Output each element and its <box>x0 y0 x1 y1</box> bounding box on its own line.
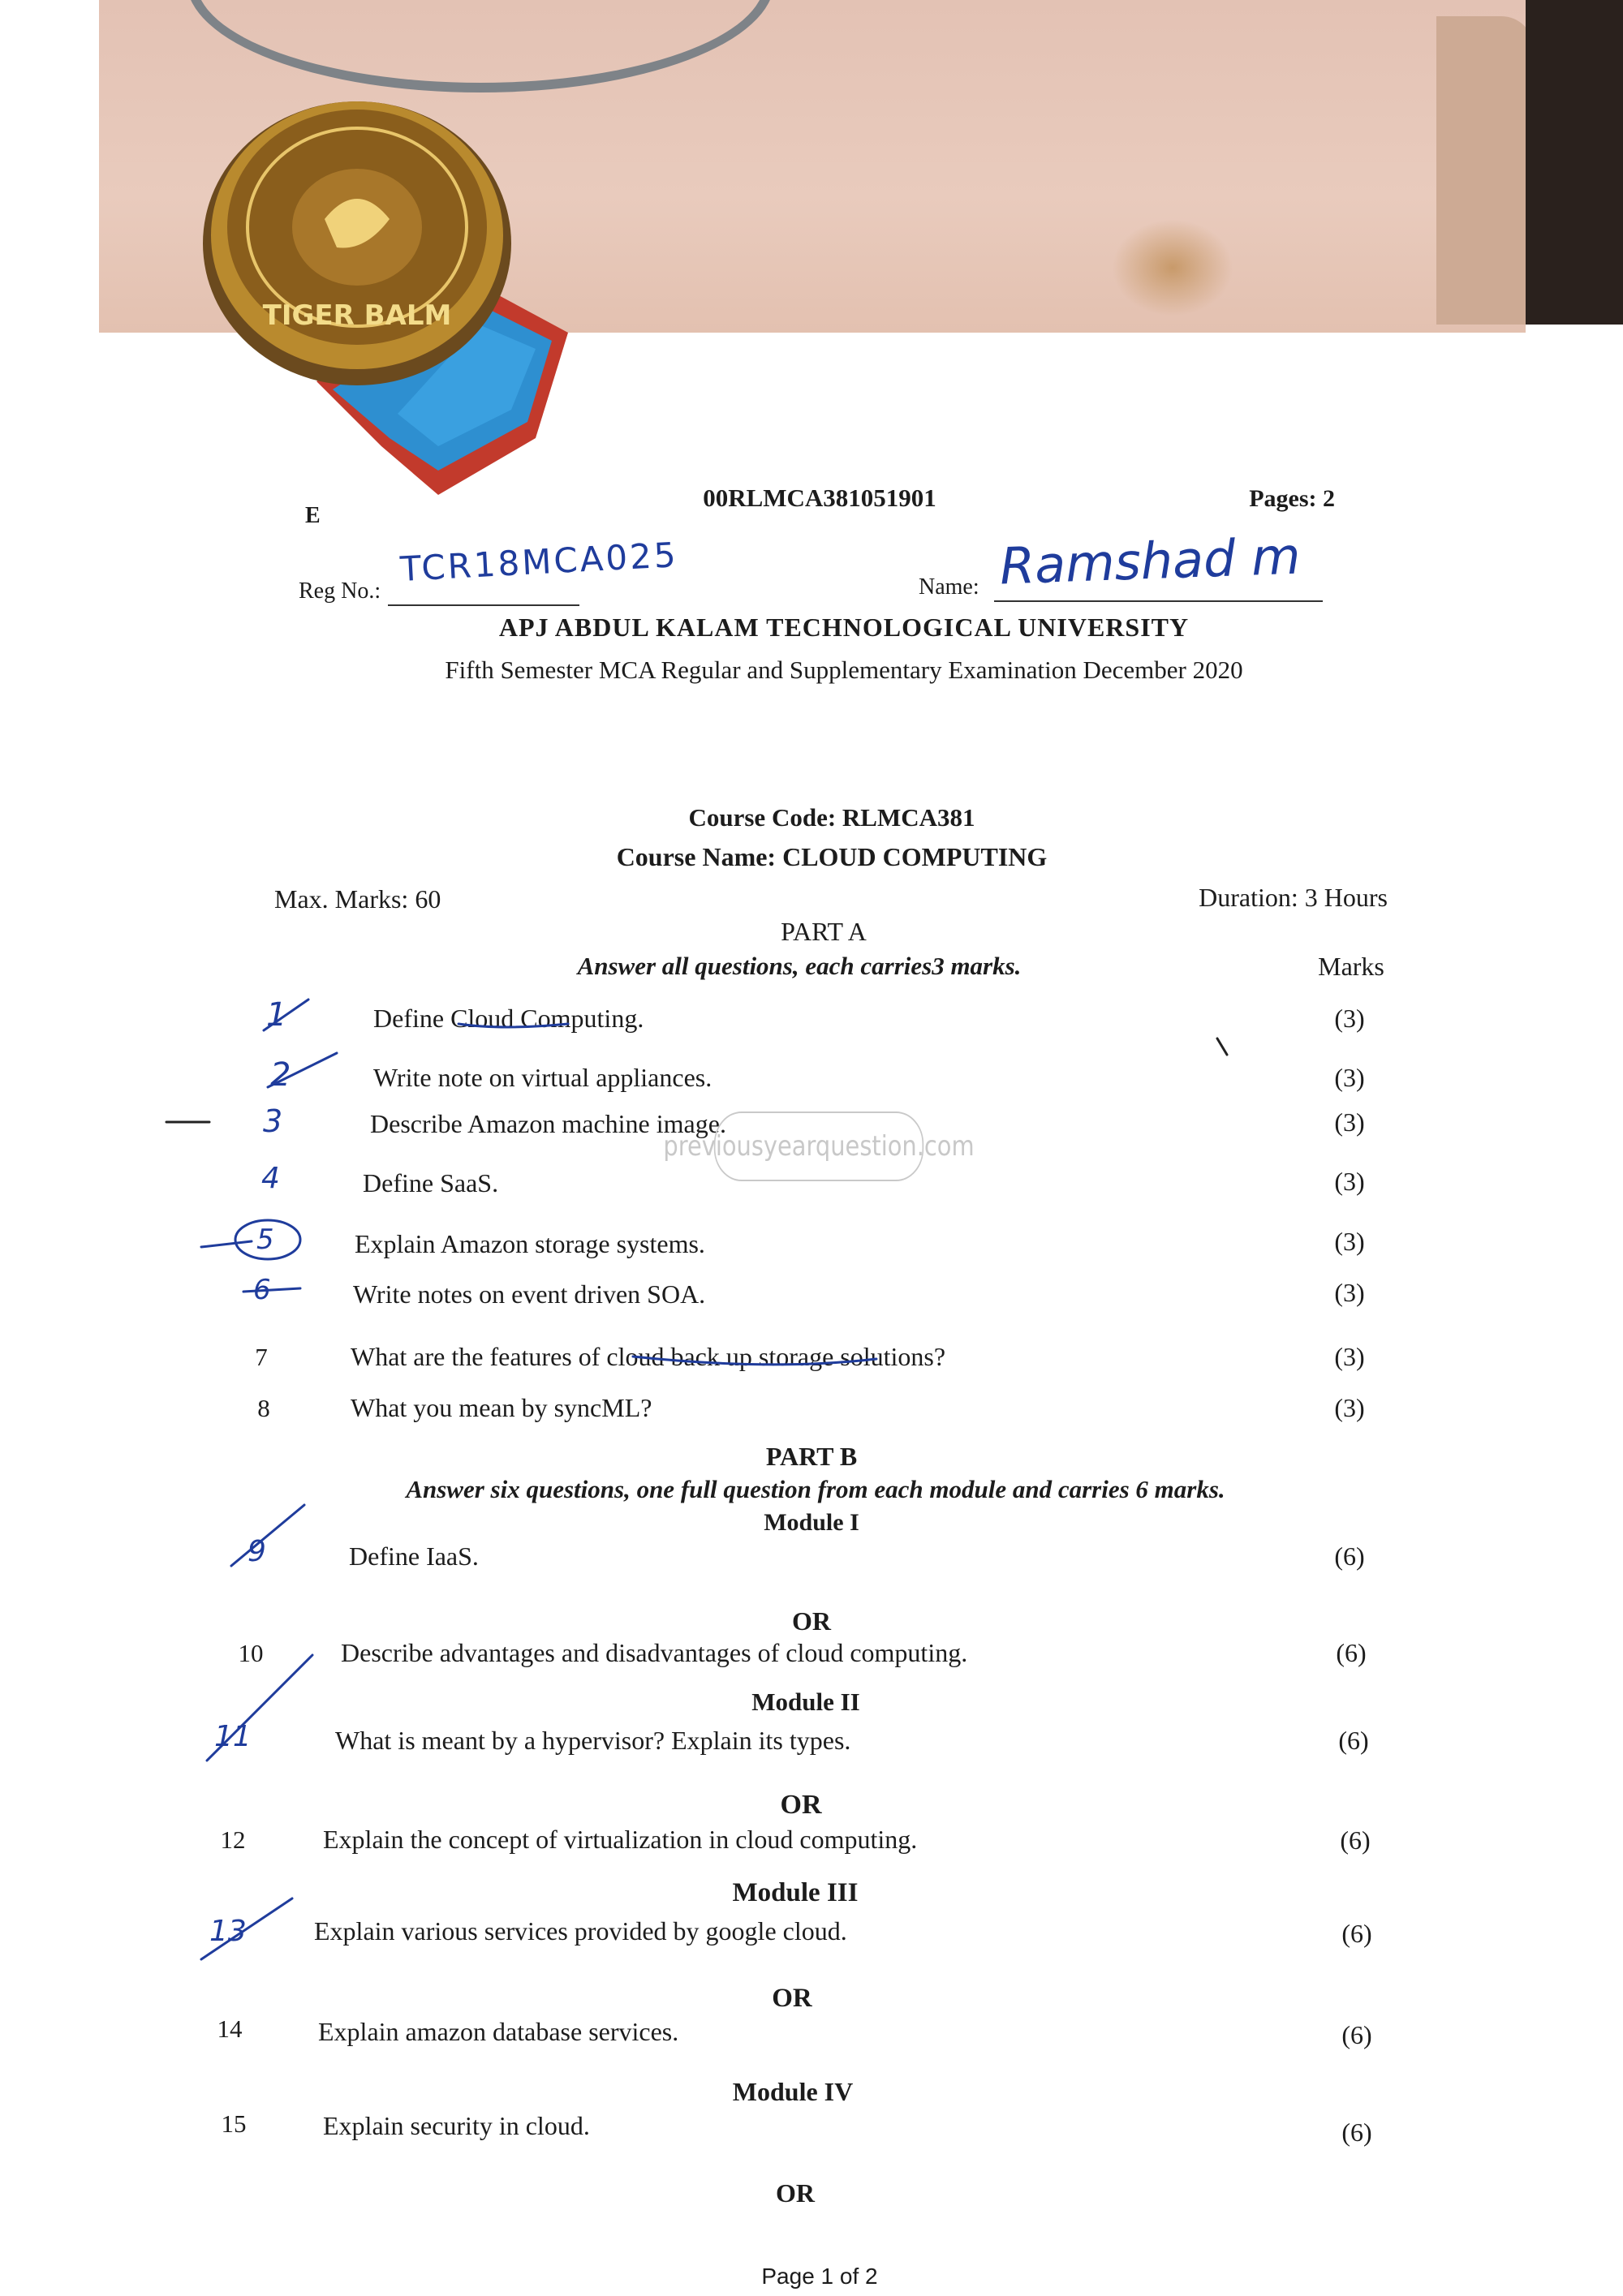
module-1-title: Module I <box>764 1509 859 1536</box>
marks-12: (6) <box>1340 1825 1371 1855</box>
question-number-10: 10 <box>238 1639 264 1667</box>
question-12: Explain the concept of virtualization in cloud computing. <box>323 1825 918 1854</box>
module-3-title: Module III <box>732 1878 859 1907</box>
page-footer: Page 1 of 2 <box>761 2264 878 2289</box>
question-number-8: 8 <box>257 1394 270 1422</box>
course-code: Course Code: RLMCA381 <box>688 803 975 832</box>
marks-2: (3) <box>1334 1063 1365 1092</box>
question-number-7: 7 <box>255 1343 268 1371</box>
or-4: OR <box>776 2178 815 2208</box>
marks-14: (6) <box>1341 2020 1372 2049</box>
marks-1: (3) <box>1334 1004 1365 1033</box>
question-6: Write notes on event driven SOA. <box>353 1279 706 1309</box>
marks-column-header: Marks <box>1318 952 1384 981</box>
reg-no-label: Reg No.: <box>299 578 381 604</box>
series-letter: E <box>305 503 321 528</box>
watermark: previousyearquestion.com <box>714 1111 923 1181</box>
marks-15: (6) <box>1341 2118 1372 2147</box>
question-8: What you mean by syncML? <box>351 1393 652 1422</box>
or-2: OR <box>780 1790 822 1820</box>
question-5: Explain Amazon storage systems. <box>355 1229 705 1258</box>
handwritten-number-4: 4 <box>261 1162 280 1195</box>
name-handwritten: Ramshad m <box>998 526 1302 596</box>
module-4-title: Module IV <box>732 2077 854 2106</box>
module-2-title: Module II <box>751 1688 860 1716</box>
handwritten-number-5: 5 <box>256 1223 274 1256</box>
marks-6: (3) <box>1334 1278 1365 1307</box>
question-9: Define IaaS. <box>349 1541 479 1571</box>
question-1: Define Cloud Computing. <box>373 1004 644 1033</box>
question-2: Write note on virtual appliances. <box>373 1063 712 1092</box>
university-name: APJ ABDUL KALAM TECHNOLOGICAL UNIVERSITY <box>498 613 1190 642</box>
question-11: What is meant by a hypervisor? Explain its types. <box>335 1726 851 1755</box>
question-number-15: 15 <box>221 2109 247 2138</box>
handwritten-number-3: 3 <box>263 1103 283 1139</box>
course-name: Course Name: CLOUD COMPUTING <box>616 842 1048 871</box>
or-3: OR <box>772 1984 812 2013</box>
question-4: Define SaaS. <box>363 1168 499 1197</box>
question-15: Explain security in cloud. <box>323 2111 590 2140</box>
part-b-instruction: Answer six questions, one full question from each module and carries 6 marks. <box>406 1475 1225 1503</box>
part-a-title: PART A <box>781 917 867 946</box>
question-number-14: 14 <box>217 2014 243 2043</box>
marks-10: (6) <box>1336 1638 1367 1667</box>
marks-13: (6) <box>1341 1919 1372 1948</box>
marks-5: (3) <box>1334 1227 1365 1256</box>
marks-7: (3) <box>1334 1342 1365 1371</box>
duration: Duration: 3 Hours <box>1199 883 1388 912</box>
marks-3: (3) <box>1334 1107 1365 1137</box>
max-marks: Max. Marks: 60 <box>274 884 441 914</box>
handwritten-number-2: 2 <box>270 1056 291 1094</box>
handwritten-number-6: 6 <box>253 1274 271 1306</box>
jar-label: TIGER BALM <box>262 299 452 332</box>
marks-4: (3) <box>1334 1167 1365 1196</box>
part-b-title: PART B <box>765 1442 858 1471</box>
exam-title: Fifth Semester MCA Regular and Supplementary Examination December 2020 <box>445 656 1243 684</box>
part-a-instruction: Answer all questions, each carries3 marks. <box>577 952 1022 980</box>
or-1: OR <box>792 1606 831 1636</box>
page-count: Pages: 2 <box>1249 485 1335 512</box>
question-10: Describe advantages and disadvantages of cloud computing. <box>341 1638 968 1667</box>
question-3: Describe Amazon machine image. <box>370 1109 726 1138</box>
marks-9: (6) <box>1334 1541 1365 1571</box>
question-7: What are the features of cloud back up storage solutions? <box>351 1342 946 1371</box>
question-13: Explain various services provided by google cloud. <box>314 1916 847 1946</box>
handwritten-number-1: 1 <box>266 996 287 1034</box>
handwritten-number-9: 9 <box>248 1535 266 1568</box>
marks-11: (6) <box>1338 1726 1369 1755</box>
name-label: Name: <box>919 574 979 600</box>
reg-no-handwritten: TCR18MCA025 <box>398 535 679 589</box>
handwritten-number-13: 13 <box>209 1915 247 1948</box>
question-14: Explain amazon database services. <box>318 2017 679 2046</box>
paper-code: 00RLMCA381051901 <box>703 484 936 512</box>
handwritten-number-11: 11 <box>214 1720 252 1753</box>
marks-8: (3) <box>1334 1393 1365 1422</box>
question-number-12: 12 <box>220 1825 246 1854</box>
